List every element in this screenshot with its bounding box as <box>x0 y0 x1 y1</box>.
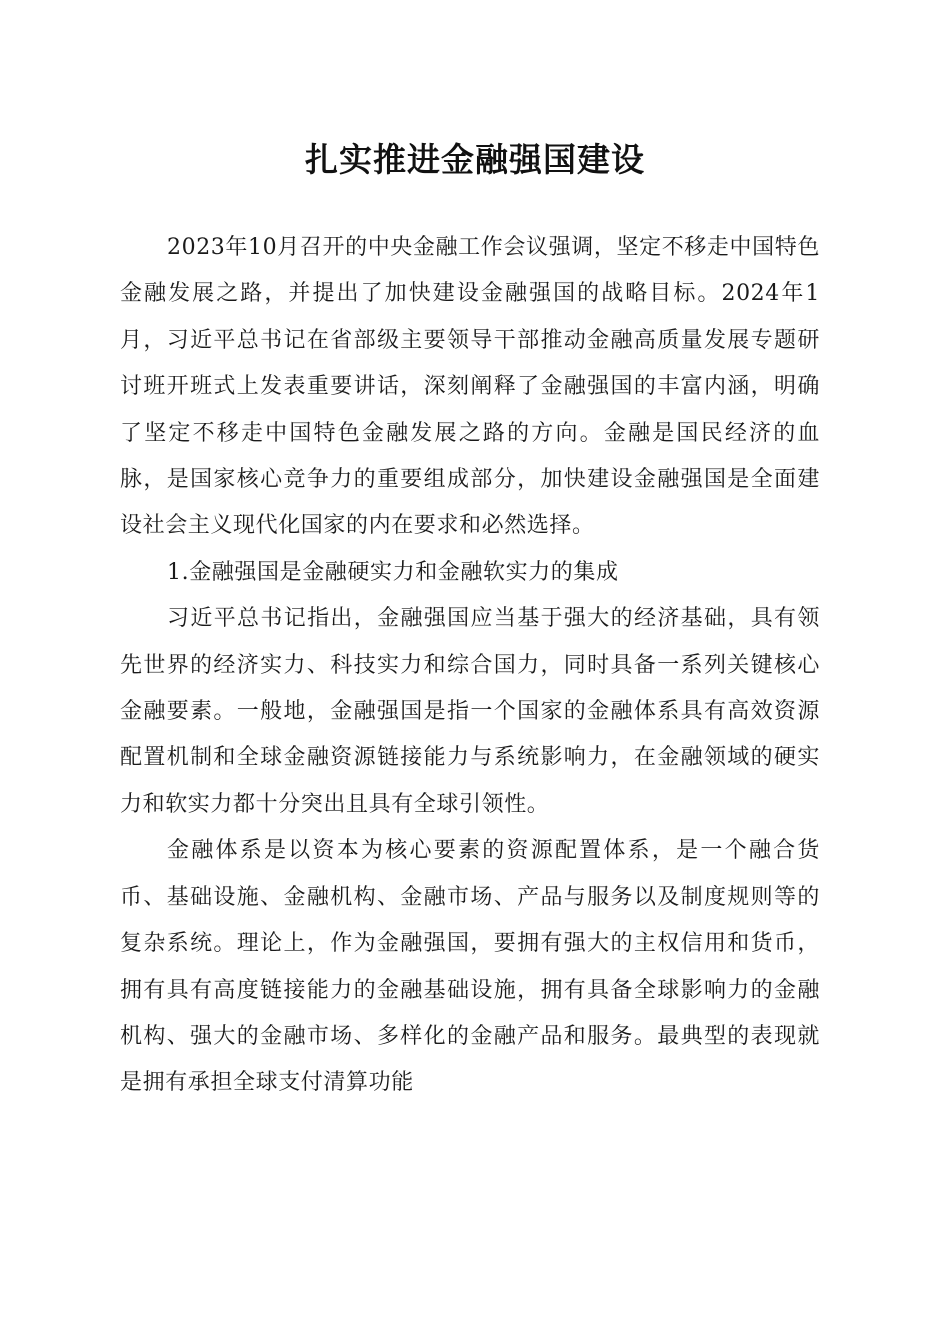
paragraph-financial-system: 金融体系是以资本为核心要素的资源配置体系，是一个融合货币、基础设施、金融机构、金融市场、产品与服务以及制度规则等的复杂系统。理论上，作为金融强国，要拥有强大的主权信用和货币，拥有具有高度链接能力的金融基础设施，拥有具备全球影响力的金融机构、强大的金融市场、多样化的金融产品和服务。最典型的表现就是拥有承担全球支付清算功能 <box>120 838 820 1096</box>
paragraph-definition: 习近平总书记指出，金融强国应当基于强大的经济基础，具有领先世界的经济实力、科技实力和综合国力，同时具备一系列关键核心金融要素。一般地，金融强国是指一个国家的金融体系具有高效资源配置机制和全球金融资源链接能力与系统影响力，在金融领域的硬实力和软实力都十分突出且具有全球引领性。 <box>120 606 820 817</box>
document-body <box>120 225 820 1107</box>
document-title: 扎实推进金融强国建设 <box>305 140 645 179</box>
paragraph-intro: 2023年10月召开的中央金融工作会议强调，坚定不移走中国特色金融发展之路，并提出了加快建设金融强国的战略目标。2024年1月，习近平总书记在省部级主要领导干部推动金融高质量发展专题研讨班开班式上发表重要讲话，深刻阐释了金融强国的丰富内涵，明确了坚定不移走中国特色金融发展之路的方向。金融是国民经济的血脉，是国家核心竞争力的重要组成部分，加快建设金融强国是全面建设社会主义现代化国家的内在要求和必然选择。 <box>120 235 820 539</box>
section-heading-1: 1.金融强国是金融硬实力和金融软实力的集成 <box>167 559 619 585</box>
